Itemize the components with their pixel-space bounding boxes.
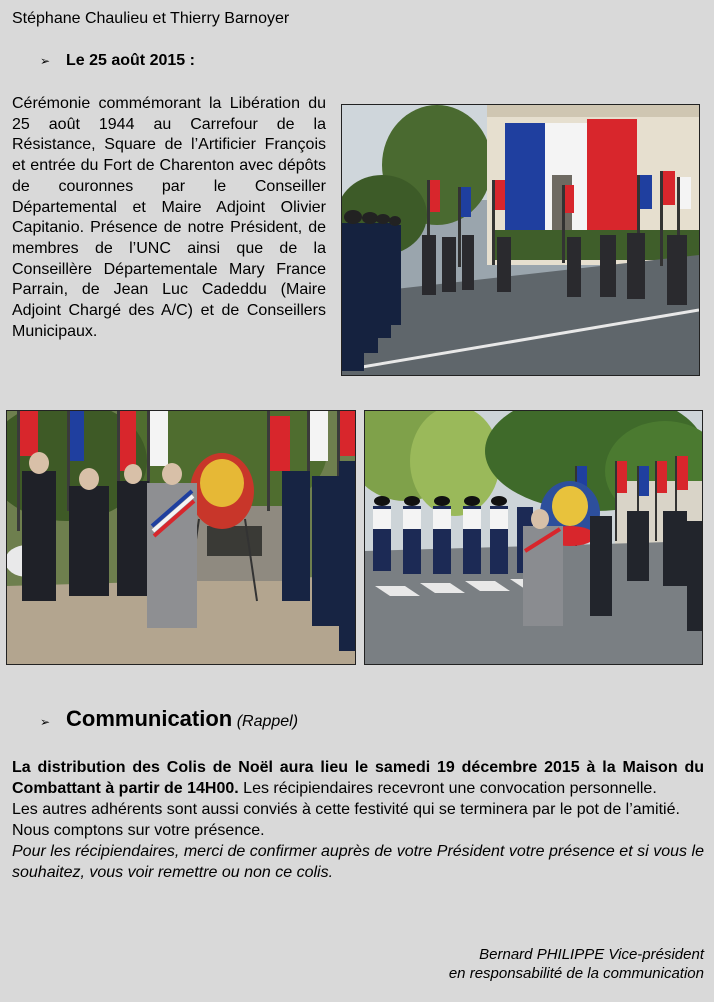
communication-subtitle: (Rappel) bbox=[236, 713, 299, 730]
ceremony-description: Cérémonie commémorant la Libération du 25 août 1944 au Carrefour de la Résistance, Square de l’Artificier François et entrée du Fort de Charenton avec dépôts de couronnes par le Conseiller Départemental et Maire Adjoint Olivier Capitanio. Présence de notre Président, de membres de l’UNC ainsi que de la Conseillère Départementale Mary France Parrain, de Jean Luc Cadeddu (Maire Adjoint Chargé des A/C) et de Conseillers Municipaux. bbox=[12, 95, 326, 340]
wreath-monument-photo bbox=[6, 410, 356, 665]
signature-role: en responsabilité de la communication bbox=[448, 964, 704, 982]
street-wreath-photo bbox=[364, 410, 703, 665]
communication-paragraph-2: Les autres adhérents sont aussi conviés à cette festivité qui se terminera par le pot de l’amitié. bbox=[12, 801, 680, 818]
christmas-parcel-announcement: La distribution des Colis de Noël aura lieu le samedi 19 décembre 2015 à la Maison du Combattant à partir de 14H00. bbox=[12, 759, 704, 797]
signature-name: Bernard PHILIPPE Vice-président bbox=[479, 946, 704, 963]
communication-paragraph-4: Pour les récipiendaires, merci de confirmer auprès de votre Président votre présence et si vous le souhaitez, vous voir remettre ou non ce colis. bbox=[12, 843, 704, 881]
arrow-bullet-icon: ➢ bbox=[39, 715, 51, 729]
communication-paragraph-3: Nous comptons sur votre présence. bbox=[12, 822, 265, 839]
signature-block bbox=[449, 946, 704, 983]
communication-paragraph-1 bbox=[12, 757, 704, 799]
communication-title: Communication bbox=[66, 706, 233, 731]
ceremony-square-photo bbox=[341, 104, 700, 376]
communication-body bbox=[12, 757, 704, 883]
convocation-note: Les récipiendaires recevront une convocation personnelle. bbox=[238, 780, 657, 797]
event-date-heading: Le 25 août 2015 : bbox=[66, 52, 195, 69]
authors-line: Stéphane Chaulieu et Thierry Barnoyer bbox=[12, 10, 290, 27]
arrow-bullet-icon: ➢ bbox=[39, 54, 51, 68]
communication-heading bbox=[66, 706, 298, 732]
